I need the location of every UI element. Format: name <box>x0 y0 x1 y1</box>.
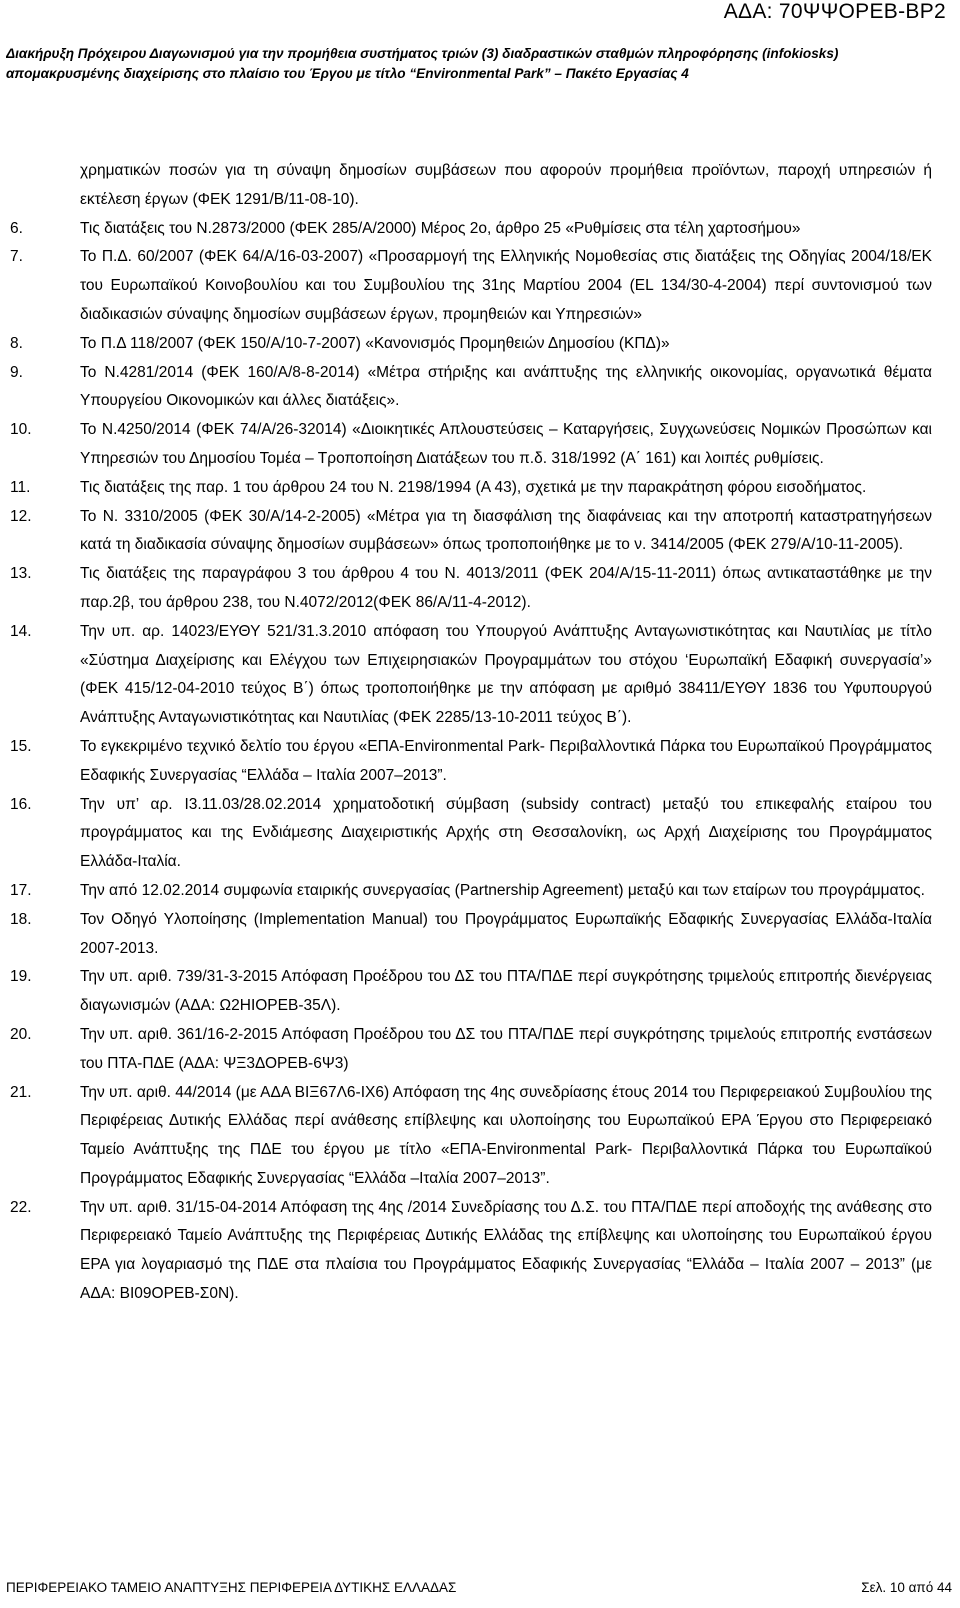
list-item-text: Τις διατάξεις του Ν.2873/2000 (ΦΕΚ 285/Α/2000) Μέρος 2ο, άρθρο 25 «Ρυθμίσεις στα τέλη χαρτοσήμου» <box>80 219 801 237</box>
list-item-number: 10. <box>10 421 32 439</box>
footer-organization: ΠΕΡΙΦΕΡΕΙΑΚΟ ΤΑΜΕΙΟ ΑΝΑΠΤΥΞΗΣ ΠΕΡΙΦΕΡΕΙΑ ΔΥΤΙΚΗΣ ΕΛΛΑΔΑΣ <box>6 1580 457 1595</box>
list-item-number: 17. <box>10 881 32 899</box>
list-item <box>10 1021 932 1079</box>
list-item-number: 16. <box>10 795 32 813</box>
list-item-text: Το Ν.4250/2014 (ΦΕΚ 74/Α/26-32014) «Διοικητικές Απλουστεύσεις – Καταργήσεις, Συγχωνεύσεις Νομικών Προσώπων και Υπηρεσιών του Δημοσίου Τομέα – Τροποποίηση Διατάξεων του π.δ. 318/1992 (Α΄ 161) και λοιπές ρυθμίσεις. <box>80 421 932 467</box>
list-item <box>10 791 932 877</box>
list-item-number: 19. <box>10 968 32 986</box>
list-item-number: 20. <box>10 1025 32 1043</box>
list-item-number: 21. <box>10 1083 32 1101</box>
list-item <box>10 503 932 561</box>
list-item-number: 14. <box>10 622 32 640</box>
list-item-text: Την υπ. αριθ. 31/15-04-2014 Απόφαση της 4ης /2014 Συνεδρίασης του Δ.Σ. του ΠΤΑ/ΠΔΕ περί αποδοχής της ανάθεσης στο Περιφερειακό Ταμείο Ανάπτυξης της Περιφέρειας Δυτικής Ελλάδας της επίβλεψης και υλοποίησης του Ευρωπαϊκού έργου ΕΡΑ για λογαριασμό της ΠΔΕ στα πλαίσια του Προγράμματος Εδαφικής Συνεργασίας “Ελλάδα – Ιταλία 2007 – 2013” (με ΑΔΑ: ΒΙ09ΟΡΕΒ-Σ0Ν). <box>80 1198 932 1303</box>
list-item-text: Την υπ. αριθ. 739/31-3-2015 Απόφαση Προέδρου του ΔΣ του ΠΤΑ/ΠΔΕ περί συγκρότησης τριμελούς επιτροπής διενέργειας διαγωνισμών (ΑΔΑ: Ω2ΗΙΟΡΕΒ-35Λ). <box>80 968 932 1015</box>
header-line-2: απομακρυσμένης διαχείρισης στο πλαίσιο του Έργου με τίτλο “Environmental Park” – Πακέτο Εργασίας 4 <box>6 66 689 81</box>
list-item <box>10 963 932 1021</box>
list-item-text: Το Π.Δ. 60/2007 (ΦΕΚ 64/Α/16-03-2007) «Προσαρμογή της Ελληνικής Νομοθεσίας στις διατάξεις της Οδηγίας 2004/18/ΕΚ του Ευρωπαϊκού Κοινοβουλίου και του Συμβουλίου της 31ης Μαρτίου 2004 (EL 134/30-4-2004) περί συντονισμού των διαδικασιών σύναψης δημοσίων συμβάσεων έργων, προμηθειών και Υπηρεσιών» <box>80 248 932 323</box>
list-item-number: 11. <box>10 478 31 496</box>
list-item-number: 22. <box>10 1198 32 1216</box>
continuation-paragraph: χρηματικών ποσών για τη σύναψη δημοσίων συμβάσεων που αφορούν προμήθεια προϊόντων, παροχή υπηρεσιών ή εκτέλεση έργων (ΦΕΚ 1291/Β/11-08-10). <box>80 162 932 208</box>
list-item <box>10 618 932 733</box>
ada-code: ΑΔΑ: 70ΨΨΟΡΕΒ-ΒΡ2 <box>723 0 946 23</box>
list-item-text: Τις διατάξεις της παραγράφου 3 του άρθρου 4 του Ν. 4013/2011 (ΦΕΚ 204/Α/15-11-2011) όπως αντικαταστάθηκε με την παρ.2β, του άρθρου 238, του Ν.4072/2012(ΦΕΚ 86/Α/11-4-2012). <box>80 565 932 611</box>
list-item-text: Το Ν. 3310/2005 (ΦΕΚ 30/Α/14-2-2005) «Μέτρα για τη διασφάλιση της διαφάνειας και την αποτροπή καταστρατηγήσεων κατά τη διαδικασία σύναψης δημοσίων συμβάσεων» όπως τροποποιήθηκε με το ν. 3414/2005 (ΦΕΚ 279/Α/10-11-2005). <box>80 507 932 554</box>
list-item-number: 7. <box>10 248 23 266</box>
list-item-text: Την υπ’ αρ. I3.11.03/28.02.2014 χρηματοδοτική σύμβαση (subsidy contract) μεταξύ του επικεφαλής εταίρου του προγράμματος και της Ενδιάμεσης Διαχειριστικής Αρχής στη Θεσσαλονίκη, ως Αρχή Διαχείρισης του Προγράμματος Ελλάδα-Ιταλία. <box>80 795 932 871</box>
document-body <box>10 157 932 1309</box>
list-item-number: 12. <box>10 507 32 525</box>
list-item-text: Το Π.Δ 118/2007 (ΦΕΚ 150/Α/10-7-2007) «Κανονισμός Προμηθειών Δημοσίου (ΚΠΔ)» <box>80 334 670 352</box>
header-line-1: Διακήρυξη Πρόχειρου Διαγωνισμού για την προμήθεια συστήματος τριών (3) διαδραστικών σταθμών πληροφόρησης (infokiosks) <box>6 46 839 61</box>
list-item-text: Την υπ. αριθ. 44/2014 (με ΑΔΑ ΒΙΞ67Λ6-ΙΧ6) Απόφαση της 4ης συνεδρίασης έτους 2014 του Περιφερειακού Συμβουλίου της Περιφέρειας Δυτικής Ελλάδας περί ανάθεσης επίβλεψης και υλοποίησης του Ευρωπαϊκού ΕΡΑ Έργου στο Περιφερειακό Ταμείο Ανάπτυξης της ΠΔΕ του έργου με τίτλο «ΕΠΑ-Environmental Park- Περιβαλλοντικά Πάρκα του Ευρωπαϊκού Προγράμματος Εδαφικής Συνεργασίας “Ελλάδα –Ιταλία 2007–2013”. <box>80 1083 932 1187</box>
list-item <box>10 215 932 244</box>
list-item-text: Την από 12.02.2014 συμφωνία εταιρικής συνεργασίας (Partnership Agreement) μεταξύ και των εταίρων του προγράμματος. <box>80 881 925 899</box>
list-item-text: Την υπ. αρ. 14023/ΕΥΘΥ 521/31.3.2010 απόφαση του Υπουργού Ανάπτυξης Ανταγωνιστικότητας και Ναυτιλίας με τίτλο «Σύστημα Διαχείρισης και Ελέγχου των Επιχειρησιακών Προγραμμάτων του στόχου ‘Ευρωπαϊκή Εδαφική συνεργασία’» (ΦΕΚ 415/12-04-2010 τεύχος Β΄) όπως τροποποιήθηκε με την απόφαση με αριθμό 38411/ΕΥΘΥ 1836 του Υφυπουργού Ανάπτυξης Ανταγωνιστικότητας και Ναυτιλίας (ΦΕΚ 2285/13-10-2011 τεύχος Β΄). <box>80 622 932 727</box>
list-item-text: Τον Οδηγό Υλοποίησης (Implementation Manual) του Προγράμματος Ευρωπαϊκής Εδαφικής Συνεργασίας Ελλάδα-Ιταλία 2007-2013. <box>80 910 932 957</box>
list-item <box>10 733 932 791</box>
list-item <box>10 330 932 359</box>
list-item <box>10 474 932 503</box>
list-item-text: Την υπ. αριθ. 361/16-2-2015 Απόφαση Προέδρου του ΔΣ του ΠΤΑ/ΠΔΕ περί συγκρότησης τριμελούς επιτροπής ενστάσεων του ΠΤΑ-ΠΔΕ (ΑΔΑ: ΨΞ3ΔΟΡΕΒ-6Ψ3) <box>80 1025 932 1072</box>
list-item <box>10 359 932 417</box>
list-item-text: Το εγκεκριμένο τεχνικό δελτίο του έργου «ΕΠΑ-Environmental Park- Περιβαλλοντικά Πάρκα του Ευρωπαϊκού Προγράμματος Εδαφικής Συνεργασίας “Ελλάδα – Ιταλία 2007–2013”. <box>80 737 932 784</box>
list-item-text: Τις διατάξεις της παρ. 1 του άρθρου 24 του Ν. 2198/1994 (Α 43), σχετικά με την παρακράτηση φόρου εισοδήματος. <box>80 478 867 496</box>
legal-basis-list <box>10 215 932 1309</box>
list-item <box>10 1194 932 1309</box>
list-item <box>10 243 932 329</box>
list-item <box>10 877 932 906</box>
list-item <box>10 416 932 474</box>
page-number: Σελ. 10 από 44 <box>861 1580 952 1595</box>
list-item-number: 6. <box>10 219 23 237</box>
list-item-number: 9. <box>10 363 23 381</box>
list-item-number: 13. <box>10 565 32 583</box>
list-item <box>10 560 932 618</box>
list-item <box>10 1079 932 1194</box>
list-item-number: 15. <box>10 737 32 755</box>
list-item <box>10 906 932 964</box>
list-item-number: 18. <box>10 910 32 928</box>
list-item-number: 8. <box>10 334 23 352</box>
list-item-text: Το Ν.4281/2014 (ΦΕΚ 160/Α/8-8-2014) «Μέτρα στήριξης και ανάπτυξης της ελληνικής οικονομίας, οργανωτικά θέματα Υπουργείου Οικονομικών και άλλες διατάξεις». <box>80 363 932 410</box>
document-header <box>6 44 952 84</box>
